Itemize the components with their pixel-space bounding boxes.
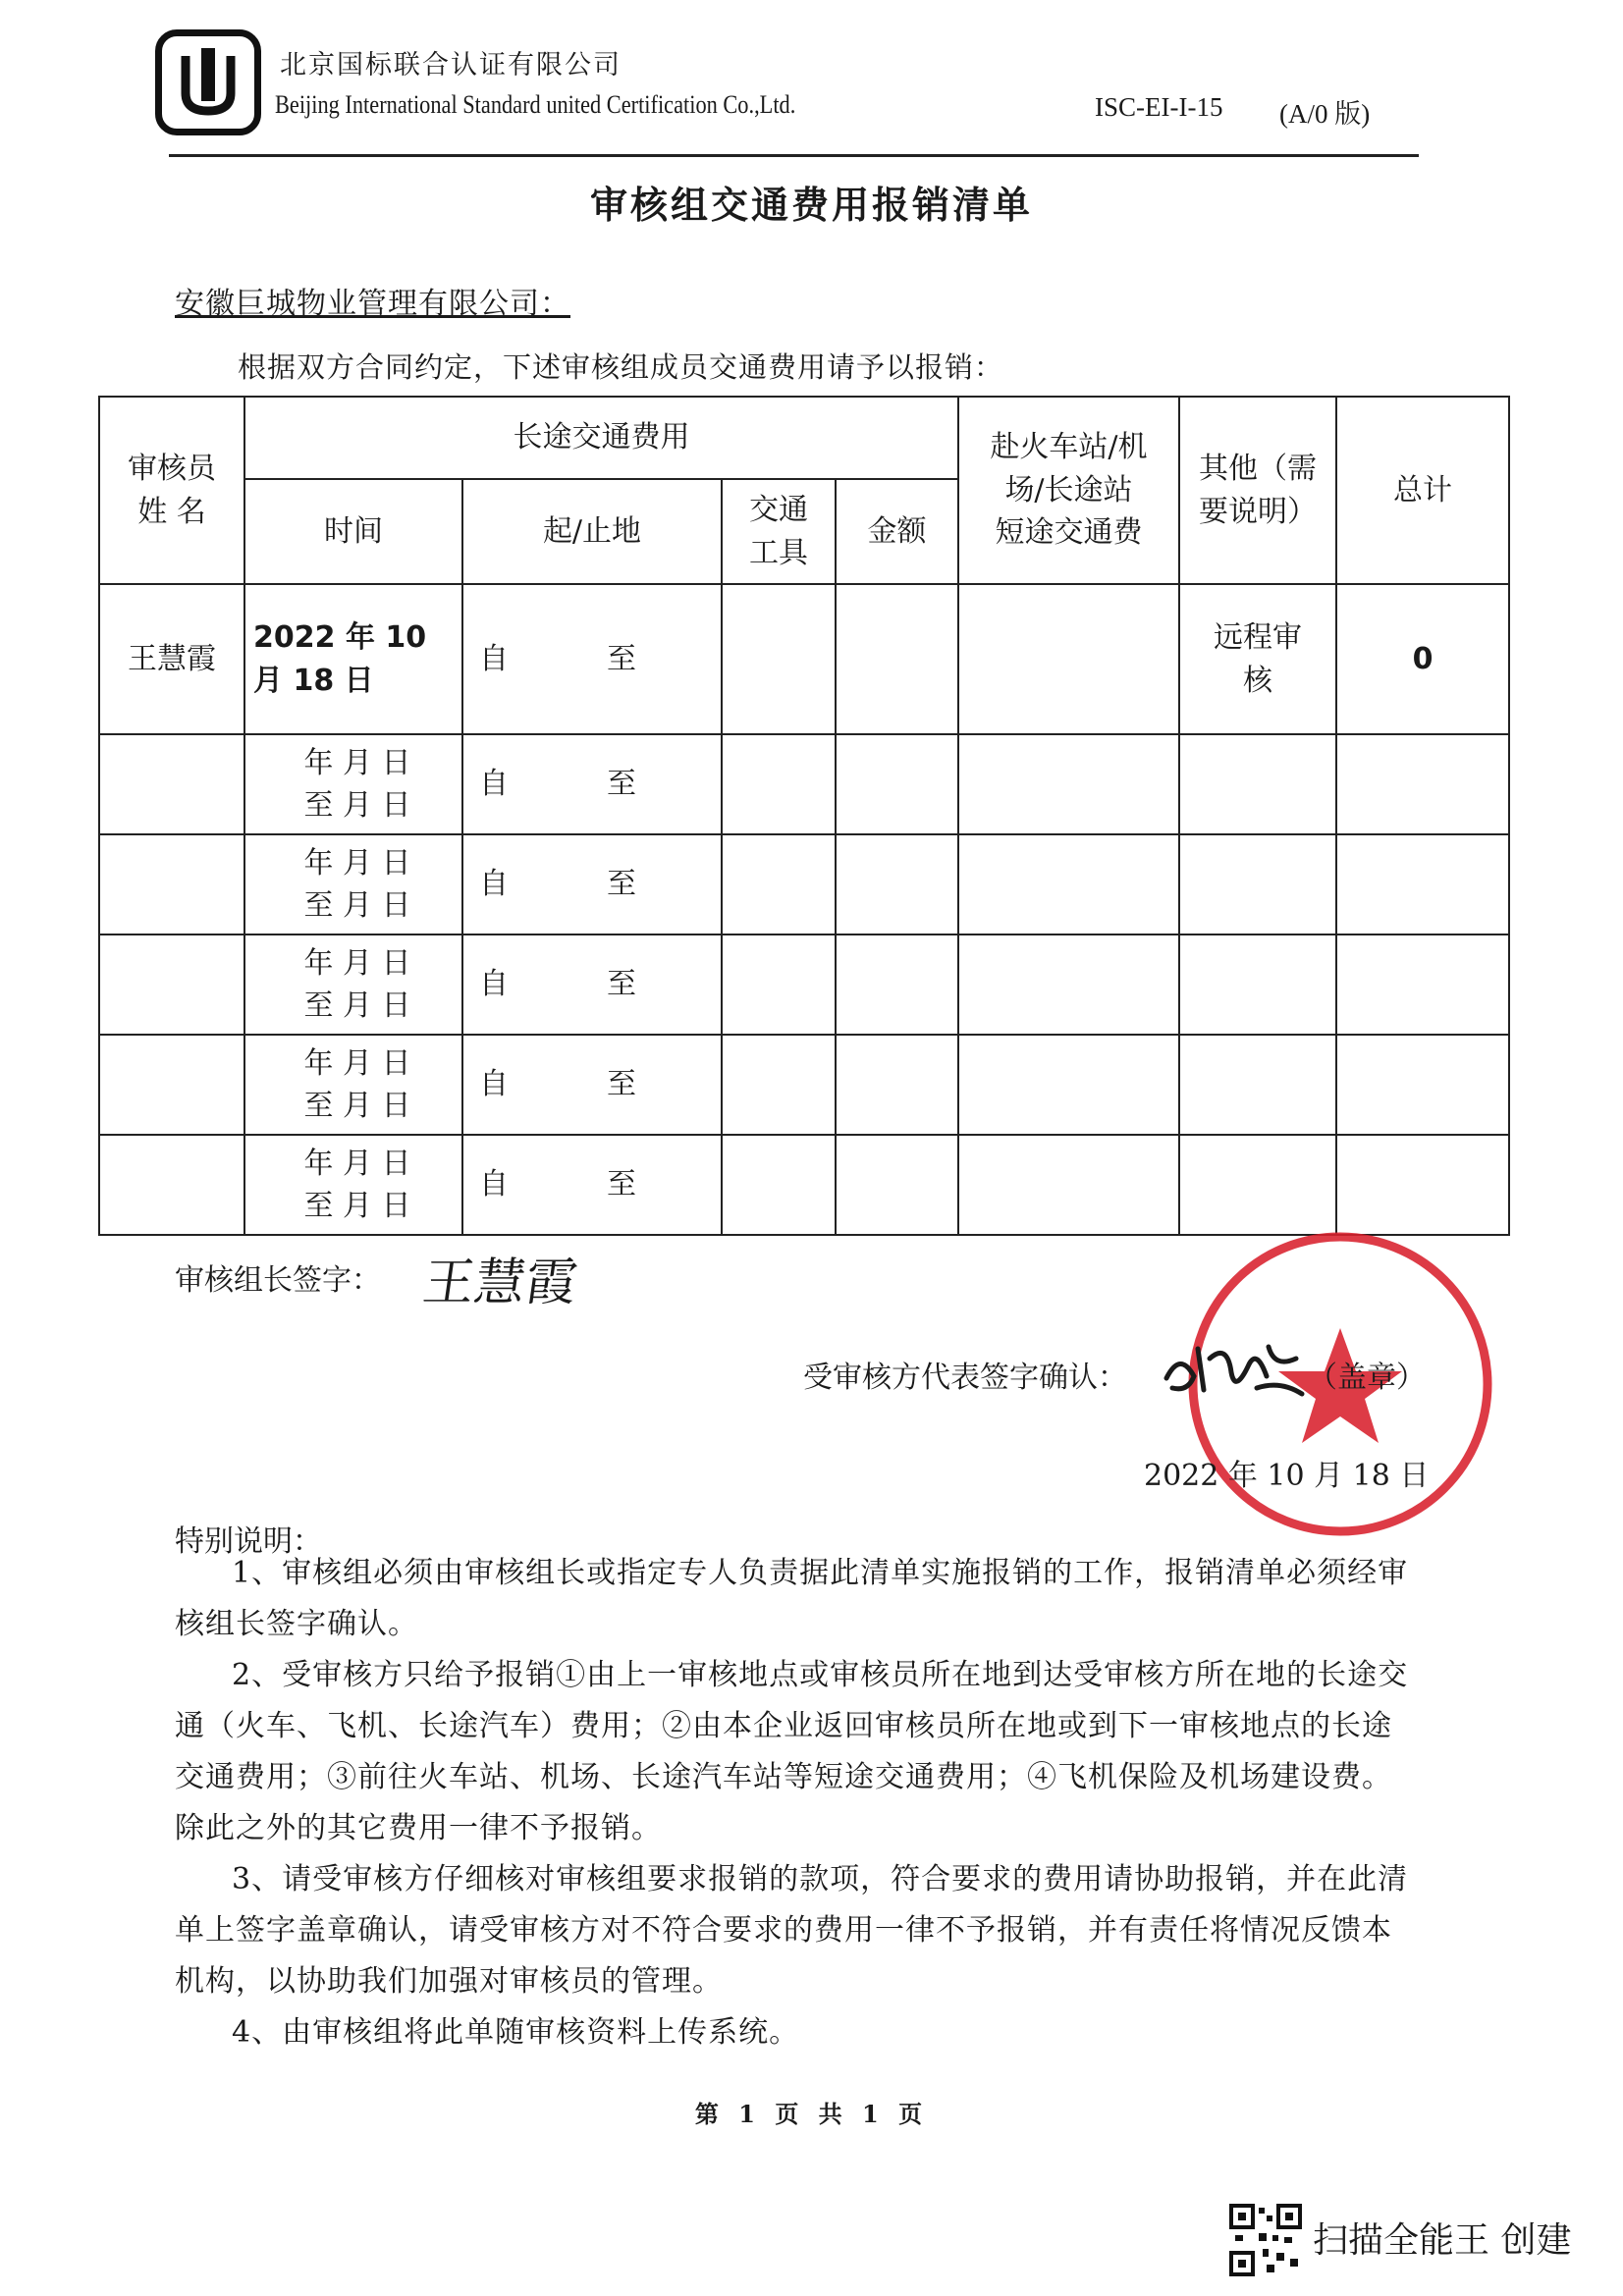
- date-line-1: 年 月 日: [303, 845, 411, 881]
- amount-cell: [836, 734, 958, 834]
- header-divider: [169, 154, 1419, 157]
- route-cell: [462, 834, 722, 934]
- date-line-2: 至 月 日: [303, 1089, 411, 1123]
- expense-table: [98, 396, 1510, 1236]
- intro-text: 根据双方合同约定，下述审核组成员交通费用请予以报销：: [238, 350, 1004, 384]
- short-trip-cell: [958, 834, 1179, 934]
- route-from: 自: [479, 767, 509, 802]
- date-cell: [244, 1035, 462, 1135]
- auditor-name-cell: [99, 934, 244, 1035]
- header-route: 起/止地: [462, 479, 722, 584]
- vehicle-cell: [722, 834, 836, 934]
- date-line-2: 月 18 日: [253, 663, 374, 698]
- table-row: [99, 734, 1509, 834]
- table-row: [99, 834, 1509, 934]
- header-amount: 金额: [836, 479, 958, 584]
- recipient-company: 安徽巨城物业管理有限公司：: [175, 287, 570, 321]
- note-item: 4、由审核组将此单随审核资料上传系统。: [232, 2015, 800, 2050]
- date-line-1: 年 月 日: [303, 745, 411, 780]
- form-title: 审核组交通费用报销清单: [589, 184, 1033, 227]
- route-cell: [462, 1135, 722, 1235]
- route-from: 自: [479, 967, 509, 1002]
- date-line-1: 2022 年 10: [253, 620, 427, 655]
- short-trip-cell: [958, 584, 1179, 734]
- note-item: 3、请受审核方仔细核对审核组要求报销的款项，符合要求的费用请协助报销，并在此清单上签字盖章确认，请受审核方对不符合要求的费用一律不予报销，并有责任将情况反馈本机构，以协助我们加强对审核员的管理。: [175, 1862, 1409, 1999]
- short-trip-cell: [958, 934, 1179, 1035]
- date-line-1: 年 月 日: [303, 1045, 411, 1081]
- sign-date: 2022 年 10 月 18 日: [1144, 1459, 1430, 1493]
- route-to: 至: [607, 1067, 636, 1102]
- short-trip-cell: [958, 1135, 1179, 1235]
- total-cell: [1336, 834, 1509, 934]
- total-cell: [1336, 934, 1509, 1035]
- table-row: [99, 1135, 1509, 1235]
- page-number: 第 1 页 共 1 页: [694, 2100, 929, 2128]
- header-vehicle: 交通 工具: [722, 479, 836, 584]
- route-to: 至: [607, 641, 636, 676]
- amount-cell: [836, 834, 958, 934]
- date-line-2: 至 月 日: [303, 1189, 411, 1223]
- table-row: [99, 584, 1509, 734]
- date-cell: [244, 934, 462, 1035]
- table-row: [99, 934, 1509, 1035]
- vehicle-cell: [722, 934, 836, 1035]
- date-line-1: 年 月 日: [303, 1146, 411, 1181]
- auditor-name-cell: [99, 1135, 244, 1235]
- route-from: 自: [479, 1167, 509, 1202]
- vehicle-cell: [722, 1135, 836, 1235]
- notes-heading: 特别说明：: [175, 1524, 322, 1559]
- auditor-name-cell: [99, 834, 244, 934]
- route-cell: [462, 934, 722, 1035]
- date-cell: [244, 734, 462, 834]
- other-cell: 远程审 核: [1179, 584, 1336, 734]
- total-cell: 0: [1336, 584, 1509, 734]
- amount-cell: [836, 934, 958, 1035]
- short-trip-cell: [958, 734, 1179, 834]
- table-row: [99, 1035, 1509, 1135]
- header-short-trip: 赴火车站/机 场/长途站 短途交通费: [958, 397, 1179, 584]
- date-line-2: 至 月 日: [303, 888, 411, 923]
- company-logo: [155, 29, 261, 135]
- route-from: 自: [479, 1067, 509, 1102]
- header-long-distance: 长途交通费用: [244, 397, 958, 479]
- other-cell: [1179, 734, 1336, 834]
- qr-code-icon: [1229, 2204, 1302, 2276]
- amount-cell: [836, 1035, 958, 1135]
- note-item: 1、审核组必须由审核组长或指定专人负责据此清单实施报销的工作，报销清单必须经审核组长签字确认。: [175, 1556, 1409, 1641]
- vehicle-cell: [722, 584, 836, 734]
- total-cell: [1336, 1135, 1509, 1235]
- other-cell: [1179, 1035, 1336, 1135]
- auditor-name-cell: [99, 734, 244, 834]
- seal-note: （盖章）: [1308, 1361, 1426, 1395]
- route-from: 自: [479, 641, 509, 676]
- auditor-name-cell: [99, 1035, 244, 1135]
- auditee-signature: [1159, 1329, 1306, 1408]
- route-to: 至: [607, 767, 636, 802]
- date-cell: [244, 834, 462, 934]
- header-time: 时间: [244, 479, 462, 584]
- auditee-signature-label: 受审核方代表签字确认：: [803, 1361, 1127, 1395]
- route-cell: [462, 734, 722, 834]
- route-to: 至: [607, 867, 636, 902]
- leader-signature-label: 审核组长签字：: [175, 1263, 381, 1298]
- header-other: 其他（需 要说明）: [1179, 397, 1336, 584]
- date-cell: [244, 1135, 462, 1235]
- date-line-2: 至 月 日: [303, 788, 411, 823]
- date-line-1: 年 月 日: [303, 945, 411, 981]
- header-total: 总计: [1336, 397, 1509, 584]
- header-auditor-name: 审核员 姓 名: [99, 397, 244, 584]
- date-line-2: 至 月 日: [303, 988, 411, 1023]
- route-cell: [462, 584, 722, 734]
- amount-cell: [836, 1135, 958, 1235]
- short-trip-cell: [958, 1035, 1179, 1135]
- date-cell: [244, 584, 462, 734]
- total-cell: [1336, 1035, 1509, 1135]
- route-cell: [462, 1035, 722, 1135]
- company-name-en: Beijing International Standard united Certification Co.,Ltd.: [275, 90, 796, 119]
- vehicle-cell: [722, 1035, 836, 1135]
- other-cell: [1179, 834, 1336, 934]
- route-from: 自: [479, 867, 509, 902]
- amount-cell: [836, 584, 958, 734]
- document-version: (A/0 版): [1279, 99, 1371, 129]
- document-code: ISC-EI-I-15: [1095, 92, 1223, 122]
- note-item: 2、受审核方只给予报销①由上一审核地点或审核员所在地到达受审核方所在地的长途交通（火车、飞机、长途汽车）费用；②由本企业返回审核员所在地或到下一审核地点的长途交通费用；③前往火车站、机场、长途汽车站等短途交通费用；④飞机保险及机场建设费。除此之外的其它费用一律不予报销。: [175, 1658, 1409, 1845]
- vehicle-cell: [722, 734, 836, 834]
- other-cell: [1179, 1135, 1336, 1235]
- route-to: 至: [607, 967, 636, 1002]
- auditor-name-cell: 王慧霞: [99, 584, 244, 734]
- route-to: 至: [607, 1167, 636, 1202]
- other-cell: [1179, 934, 1336, 1035]
- company-name-cn: 北京国标联合认证有限公司: [280, 50, 622, 80]
- total-cell: [1336, 734, 1509, 834]
- scanner-app-badge: 扫描全能王 创建: [1313, 2220, 1572, 2261]
- leader-signature: 王慧霞: [419, 1254, 581, 1312]
